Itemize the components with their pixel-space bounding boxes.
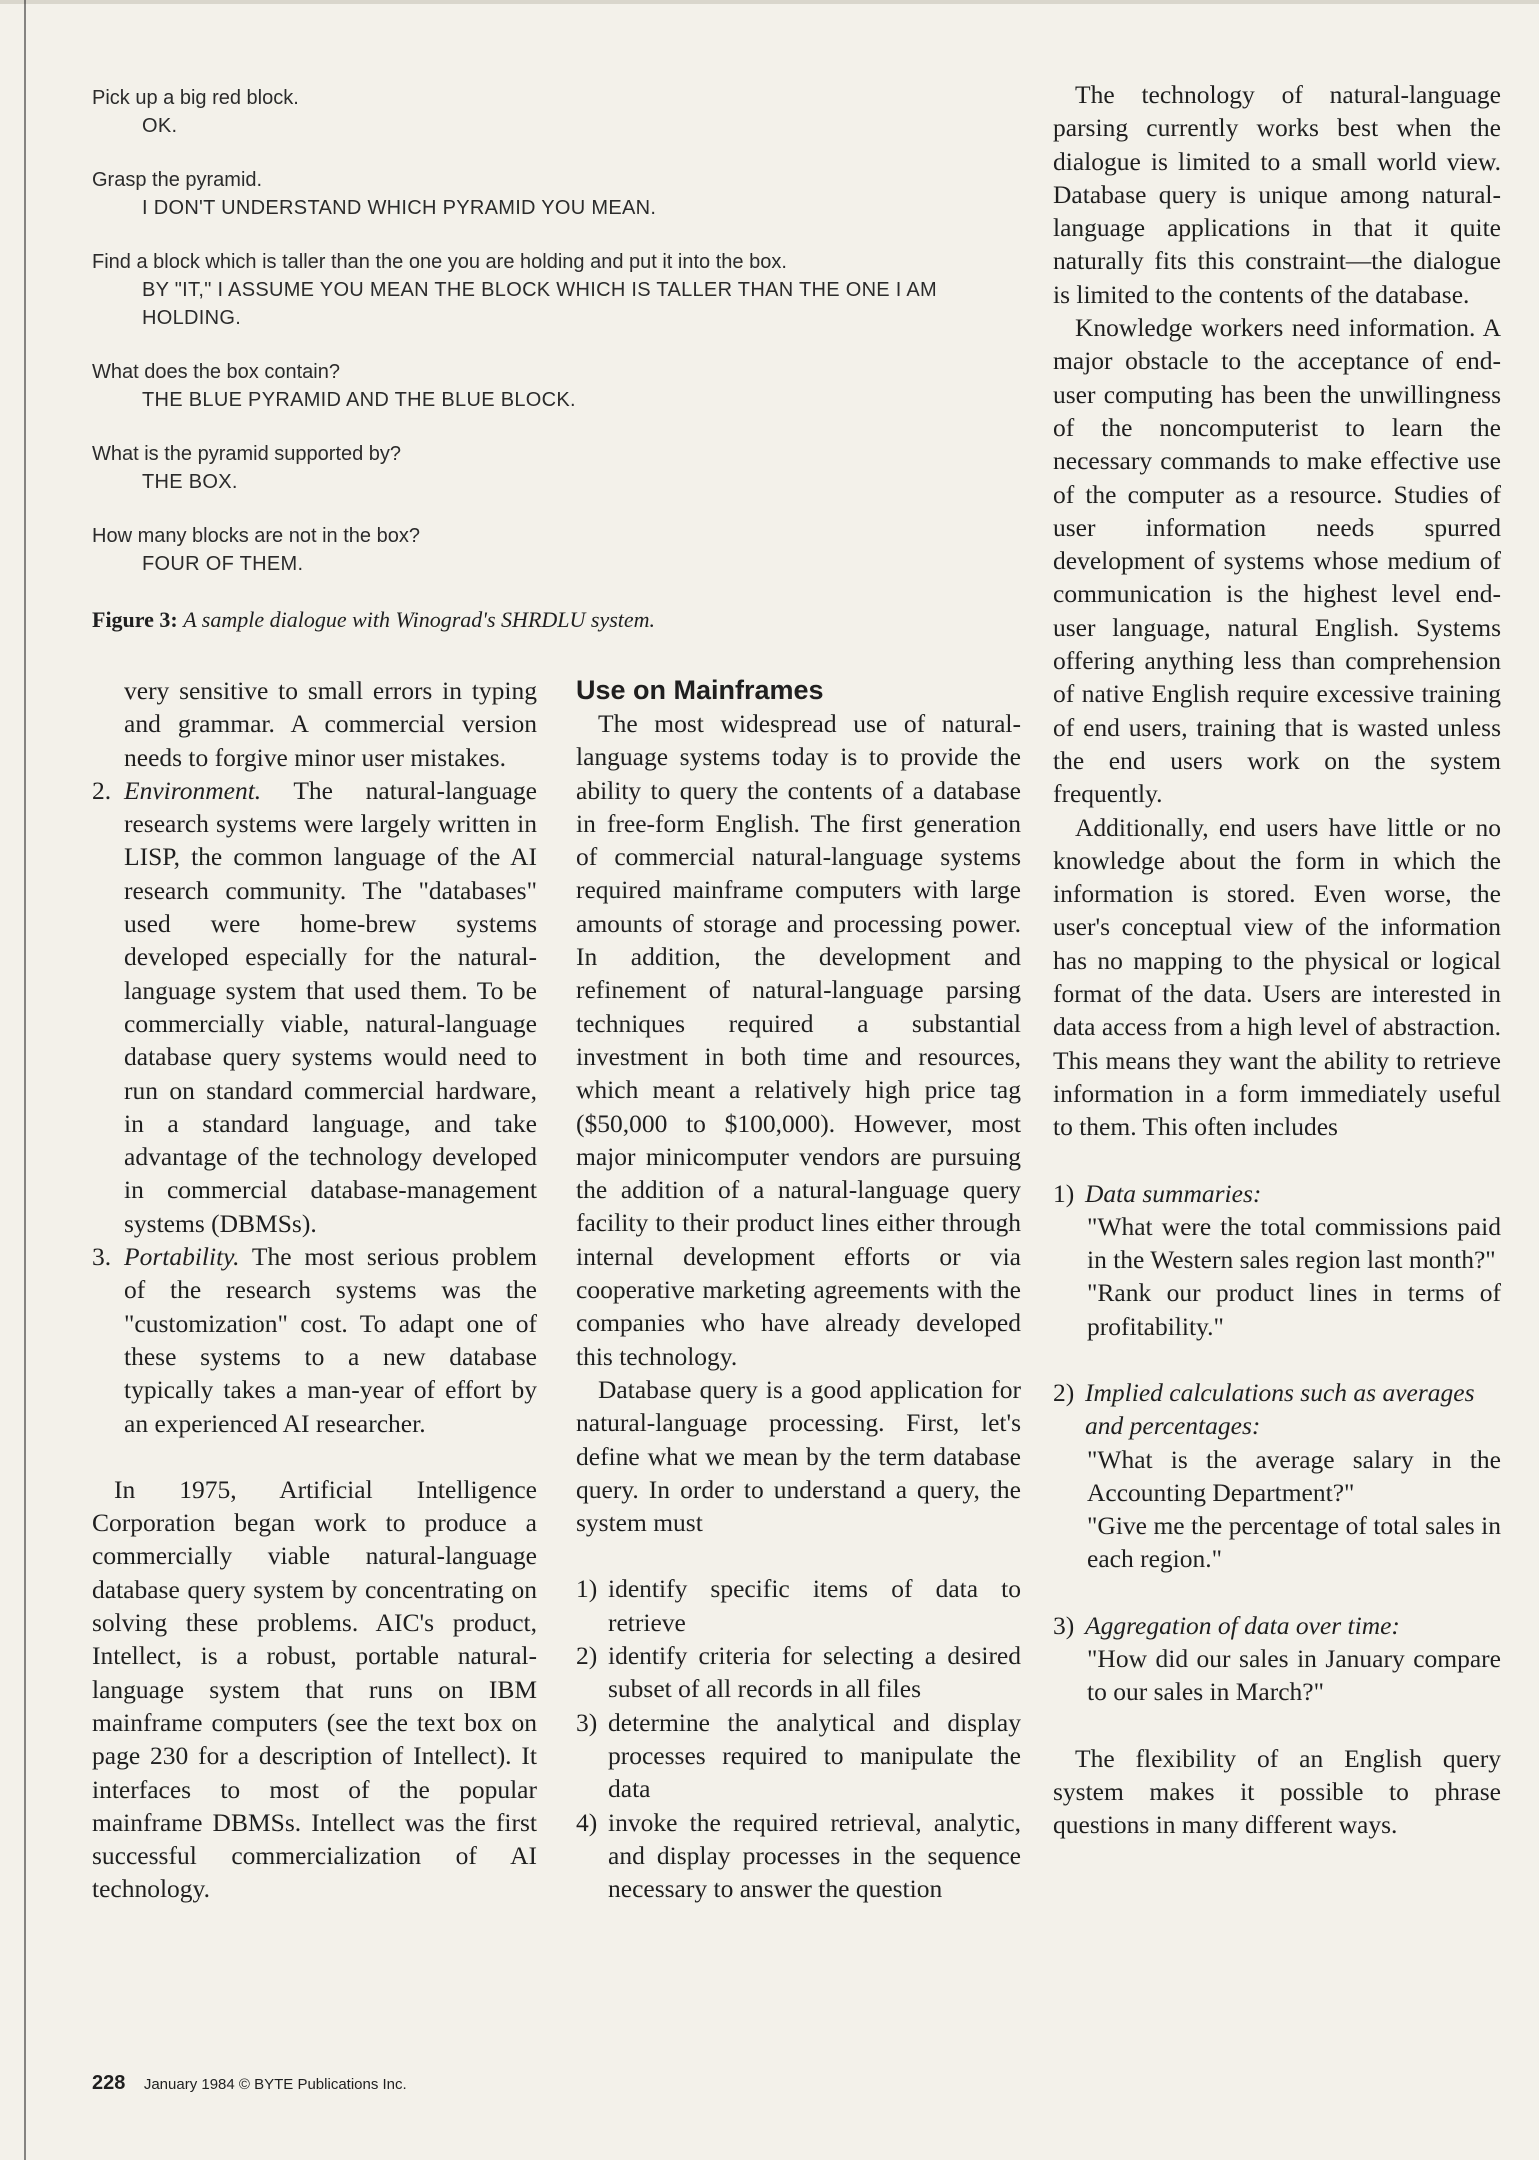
- list-text: identify criteria for selecting a desired subset of all records in all files: [608, 1641, 1021, 1704]
- list-text: determine the analytical and display processes required to manipulate the data: [608, 1707, 1021, 1804]
- list-number: 4): [576, 1807, 598, 1837]
- list-text: The natural-language research systems were largely written in LISP, the common language of the AI research community. The "databases" used were home-brew systems developed especially for the natural-language system that used them. To be commercially viable, natural-language database query systems would need to run on standard commercial hardware, in a standard language, and take advantage of the technology developed in commercial database-management systems (DBMSs).: [124, 775, 537, 1238]
- dialogue-question: What is the pyramid supported by?: [92, 443, 402, 465]
- paragraph: The flexibility of an English query system makes it possible to phrase questions in many different ways.: [1053, 1743, 1501, 1840]
- text-column-left: [92, 674, 537, 1906]
- list-term: Environment.: [124, 775, 262, 805]
- dialogue-exchange: [92, 522, 1052, 578]
- shrdlu-dialogue: [92, 84, 1052, 604]
- figure-label: Figure 3:: [92, 607, 178, 632]
- dialogue-answer: THE BLUE PYRAMID AND THE BLUE BLOCK.: [142, 389, 576, 411]
- example-query: "Rank our product lines in terms of profitability.": [1087, 1278, 1501, 1341]
- dialogue-answer: I DON'T UNDERSTAND WHICH PYRAMID YOU MEAN.: [142, 197, 657, 219]
- list-number: 2.: [92, 775, 112, 805]
- list-number: 3.: [92, 1242, 112, 1272]
- text-column-middle: [576, 674, 1021, 1905]
- list-item: [92, 1240, 537, 1440]
- example-query: "How did our sales in January compare to our sales in March?": [1087, 1644, 1501, 1707]
- dialogue-exchange: [92, 166, 1052, 222]
- list-item: [576, 1706, 1021, 1806]
- text-column-right: [1053, 78, 1501, 1842]
- list-item: [1053, 1376, 1501, 1443]
- paragraph: The technology of natural-language parsing currently works best when the dialogue is limited to a small world view. Database query is unique among natural-language applications in that it quite naturally fits this constraint—the dialogue is limited to the contents of the database.: [1053, 80, 1501, 309]
- list-number: 3): [576, 1707, 598, 1737]
- page-footer: [92, 2072, 407, 2095]
- paragraph: The most widespread use of natural-language systems today is to provide the ability to query the contents of a database in free-form English. The first generation of commercial natural-language systems required mainframe computers with large amounts of storage and processing power. In addition, the development and refinement of natural-language parsing techniques required a substantial investment in both time and resources, which meant a relatively high price tag ($50,000 to $100,000). However, most major minicomputer vendors are pursuing the addition of a natural-language query facility to their product lines either through internal development efforts or via cooperative marketing agreements with the companies who have already developed this technology.: [576, 709, 1021, 1371]
- list-term: Aggregation of data over time:: [1085, 1610, 1400, 1640]
- dialogue-answer: OK.: [142, 115, 178, 137]
- paragraph: Additionally, end users have little or no knowledge about the form in which the information is stored. Even worse, the user's conceptual view of the information has no mapping to the physical or logical format of the data. Users are interested in data access from a high level of abstraction. This means they want the ability to retrieve information in a form immediately useful to them. This often includes: [1053, 812, 1501, 1142]
- list-text: invoke the required retrieval, analytic, and display processes in the sequence necessary to answer the question: [608, 1807, 1021, 1904]
- example-query: "Give me the percentage of total sales in each region.": [1087, 1511, 1501, 1574]
- section-heading: Use on Mainframes: [576, 675, 824, 705]
- dialogue-answer: THE BOX.: [142, 471, 238, 493]
- dialogue-exchange: [92, 248, 1052, 332]
- dialogue-exchange: [92, 358, 1052, 414]
- dialogue-question: Grasp the pyramid.: [92, 169, 263, 191]
- paragraph: Knowledge workers need information. A major obstacle to the acceptance of end-user computing has been the unwillingness of the noncomputerist to learn the necessary commands to make effective use of the computer as a resource. Studies of user information needs spurred development of systems whose medium of communication is the highest level end-user language, natural English. Systems offering anything less than comprehension of native English require excessive training of end users, training that is wasted unless the end users work on the system frequently.: [1053, 313, 1501, 809]
- paragraph-continued: very sensitive to small errors in typing and grammar. A commercial version needs to forgive minor user mistakes.: [124, 676, 537, 772]
- dialogue-question: How many blocks are not in the box?: [92, 525, 420, 547]
- list-number: 1): [1053, 1178, 1075, 1208]
- list-item: [576, 1806, 1021, 1906]
- example-query: "What is the average salary in the Accounting Department?": [1087, 1444, 1501, 1507]
- list-item: [1053, 1177, 1501, 1210]
- list-term: Data summaries:: [1085, 1178, 1262, 1208]
- list-term: Portability.: [124, 1242, 240, 1272]
- page-number: 228: [92, 2072, 126, 2094]
- list-number: 2): [576, 1641, 598, 1671]
- figure-caption: [92, 606, 1052, 634]
- dialogue-answer: FOUR OF THEM.: [142, 553, 304, 575]
- list-item: [576, 1572, 1021, 1639]
- list-term: Implied calculations such as averages and percentages:: [1085, 1377, 1475, 1441]
- paragraph: In 1975, Artificial Intelligence Corporation began work to produce a commercially viable natural-language database query system by concentrating on solving these problems. AIC's product, Intellect, is a robust, portable natural-language system that runs on IBM mainframe computers (see the text box on page 230 for a description of Intellect). It interfaces to most of the popular mainframe DBMSs. Intellect was the first successful commercialization of AI technology.: [92, 1474, 537, 1904]
- list-number: 2): [1053, 1377, 1075, 1407]
- dialogue-question: Pick up a big red block.: [92, 87, 299, 109]
- list-item: [576, 1639, 1021, 1706]
- list-item: [92, 774, 537, 1240]
- list-text: identify specific items of data to retrieve: [608, 1574, 1021, 1637]
- copyright-line: January 1984 © BYTE Publications Inc.: [143, 2076, 407, 2093]
- dialogue-exchange: [92, 440, 1052, 496]
- page-top-edge: [0, 0, 1539, 4]
- paragraph: Database query is a good application for natural-language processing. First, let's define what we mean by the term database query. In order to understand a query, the system must: [576, 1374, 1021, 1538]
- dialogue-question: What does the box contain?: [92, 361, 340, 383]
- dialogue-answer: BY "IT," I ASSUME YOU MEAN THE BLOCK WHICH IS TALLER THAN THE ONE I AM HOLDING.: [142, 279, 938, 329]
- list-number: 3): [1053, 1610, 1075, 1640]
- dialogue-exchange: [92, 84, 1052, 140]
- page-binding-edge: [24, 0, 26, 2160]
- figure-caption-text: A sample dialogue with Winograd's SHRDLU system.: [183, 607, 656, 632]
- list-number: 1): [576, 1574, 598, 1604]
- list-item: [1053, 1609, 1501, 1642]
- example-query: "What were the total commissions paid in the Western sales region last month?": [1087, 1211, 1501, 1275]
- dialogue-question: Find a block which is taller than the one you are holding and put it into the box.: [92, 251, 787, 273]
- list-text: The most serious problem of the research systems was the "customization" cost. To adapt one of these systems to a new database typically takes a man-year of effort by an experienced AI researcher.: [124, 1242, 537, 1438]
